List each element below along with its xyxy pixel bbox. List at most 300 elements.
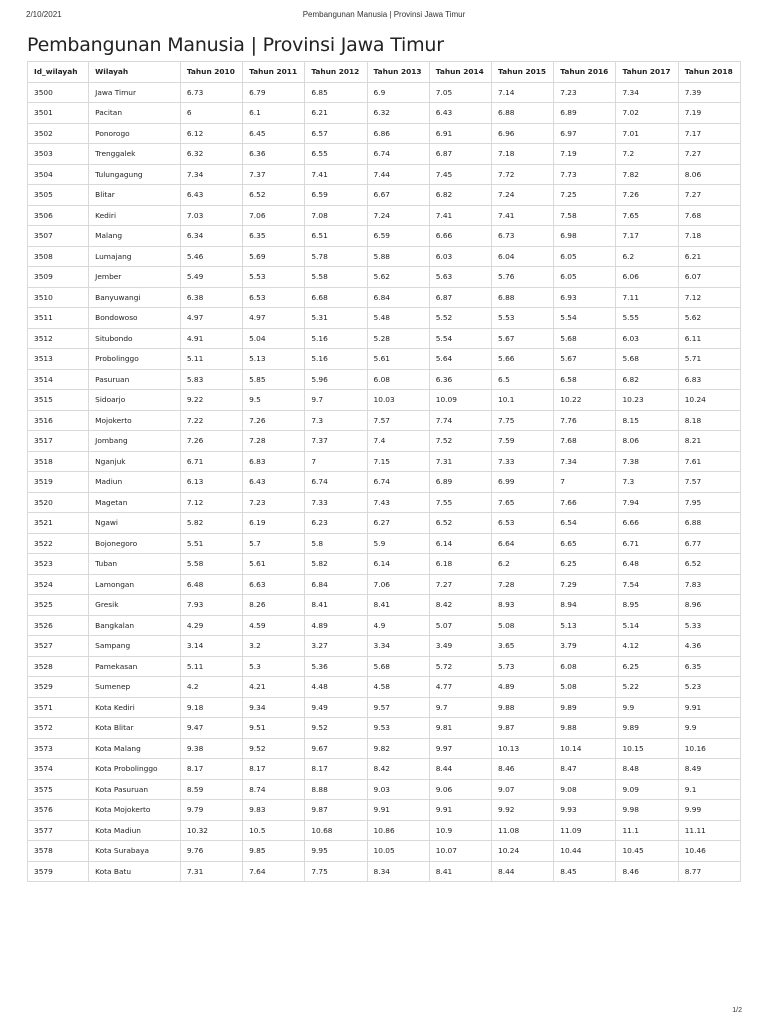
table-cell: 7.95 xyxy=(678,492,740,513)
table-cell: 10.23 xyxy=(616,390,678,411)
table-cell: 6.73 xyxy=(180,82,242,103)
table-cell: 9.03 xyxy=(367,779,429,800)
table-cell: 8.96 xyxy=(678,595,740,616)
table-cell: 5.96 xyxy=(305,369,367,390)
table-cell: Lamongan xyxy=(89,574,181,595)
table-cell: 10.13 xyxy=(492,738,554,759)
table-cell: 6.19 xyxy=(243,513,305,534)
table-cell: 5.11 xyxy=(180,656,242,677)
table-cell: 7.33 xyxy=(492,451,554,472)
table-cell: Pacitan xyxy=(89,103,181,124)
table-cell: 6.71 xyxy=(616,533,678,554)
table-cell: 8.93 xyxy=(492,595,554,616)
table-cell: 6.48 xyxy=(616,554,678,575)
table-row xyxy=(28,677,741,698)
column-header: Tahun 2012 xyxy=(305,62,367,83)
table-cell: 3573 xyxy=(28,738,89,759)
table-row xyxy=(28,410,741,431)
table-cell: 4.59 xyxy=(243,615,305,636)
table-cell: 7.57 xyxy=(678,472,740,493)
table-cell: 5.52 xyxy=(429,308,491,329)
table-cell: 6.99 xyxy=(492,472,554,493)
table-cell: Bangkalan xyxy=(89,615,181,636)
table-cell: 4.48 xyxy=(305,677,367,698)
table-cell: 8.17 xyxy=(180,759,242,780)
table-cell: Sumenep xyxy=(89,677,181,698)
table-row xyxy=(28,759,741,780)
table-cell: 6.14 xyxy=(367,554,429,575)
table-cell: 6.35 xyxy=(243,226,305,247)
table-row xyxy=(28,492,741,513)
table-cell: 6.65 xyxy=(554,533,616,554)
table-cell: 6.53 xyxy=(492,513,554,534)
table-cell: 3503 xyxy=(28,144,89,165)
table-cell: 10.24 xyxy=(492,841,554,862)
print-date: 2/10/2021 xyxy=(26,10,62,19)
table-cell: 6.38 xyxy=(180,287,242,308)
table-row xyxy=(28,861,741,882)
table-cell: 3502 xyxy=(28,123,89,144)
table-cell: 9.76 xyxy=(180,841,242,862)
table-cell: 6.58 xyxy=(554,369,616,390)
table-cell: 7.28 xyxy=(492,574,554,595)
table-cell: Jombang xyxy=(89,431,181,452)
table-cell: 5.23 xyxy=(678,677,740,698)
table-row xyxy=(28,533,741,554)
table-cell: 5.54 xyxy=(429,328,491,349)
table-cell: 9.82 xyxy=(367,738,429,759)
table-cell: 7.75 xyxy=(492,410,554,431)
table-cell: 7.94 xyxy=(616,492,678,513)
table-row xyxy=(28,123,741,144)
table-cell: 8.95 xyxy=(616,595,678,616)
table-cell: 7.45 xyxy=(429,164,491,185)
table-cell: 9.81 xyxy=(429,718,491,739)
table-cell: 8.17 xyxy=(243,759,305,780)
table-cell: 9.5 xyxy=(243,390,305,411)
table-cell: 3579 xyxy=(28,861,89,882)
table-cell: 9.83 xyxy=(243,800,305,821)
table-cell: 8.42 xyxy=(367,759,429,780)
table-cell: 7.66 xyxy=(554,492,616,513)
table-cell: 6.66 xyxy=(429,226,491,247)
table-cell: 3511 xyxy=(28,308,89,329)
table-cell: 5.54 xyxy=(554,308,616,329)
table-cell: 7.22 xyxy=(180,410,242,431)
table-cell: Kota Batu xyxy=(89,861,181,882)
table-cell: Blitar xyxy=(89,185,181,206)
table-cell: 3506 xyxy=(28,205,89,226)
table-cell: 9.1 xyxy=(678,779,740,800)
table-cell: 6.85 xyxy=(305,82,367,103)
table-cell: 8.41 xyxy=(429,861,491,882)
table-cell: 6.27 xyxy=(367,513,429,534)
table-cell: 11.08 xyxy=(492,820,554,841)
table-cell: 9.93 xyxy=(554,800,616,821)
table-row xyxy=(28,718,741,739)
table-cell: 5.33 xyxy=(678,615,740,636)
table-cell: 7.05 xyxy=(429,82,491,103)
table-cell: 7.06 xyxy=(367,574,429,595)
table-cell: 8.06 xyxy=(616,431,678,452)
table-cell: 3572 xyxy=(28,718,89,739)
table-cell: 9.87 xyxy=(492,718,554,739)
table-row xyxy=(28,246,741,267)
column-header: Tahun 2015 xyxy=(492,62,554,83)
table-cell: 6.03 xyxy=(429,246,491,267)
table-cell: 6.74 xyxy=(367,472,429,493)
table-cell: 6.36 xyxy=(243,144,305,165)
table-cell: Madiun xyxy=(89,472,181,493)
table-cell: 6.05 xyxy=(554,267,616,288)
table-cell: 10.03 xyxy=(367,390,429,411)
table-cell: 6.53 xyxy=(243,287,305,308)
table-cell: 7.68 xyxy=(678,205,740,226)
table-cell: 6.32 xyxy=(180,144,242,165)
table-cell: 10.16 xyxy=(678,738,740,759)
table-cell: Nganjuk xyxy=(89,451,181,472)
table-cell: 7.27 xyxy=(429,574,491,595)
table-cell: 3520 xyxy=(28,492,89,513)
table-cell: 7 xyxy=(305,451,367,472)
table-cell: Bojonegoro xyxy=(89,533,181,554)
table-cell: Situbondo xyxy=(89,328,181,349)
table-cell: 6.89 xyxy=(429,472,491,493)
table-cell: 10.32 xyxy=(180,820,242,841)
table-cell: 6.63 xyxy=(243,574,305,595)
column-header: Tahun 2011 xyxy=(243,62,305,83)
table-row xyxy=(28,164,741,185)
table-cell: 7.18 xyxy=(492,144,554,165)
table-cell: 4.36 xyxy=(678,636,740,657)
table-cell: 5.46 xyxy=(180,246,242,267)
table-cell: 3.79 xyxy=(554,636,616,657)
table-cell: 3571 xyxy=(28,697,89,718)
table-cell: 6.05 xyxy=(554,246,616,267)
table-cell: 4.29 xyxy=(180,615,242,636)
table-cell: 6.93 xyxy=(554,287,616,308)
table-row xyxy=(28,800,741,821)
table-cell: 5.49 xyxy=(180,267,242,288)
table-cell: 5.61 xyxy=(243,554,305,575)
table-cell: 7.73 xyxy=(554,164,616,185)
table-cell: 6.91 xyxy=(429,123,491,144)
table-cell: 9.06 xyxy=(429,779,491,800)
table-cell: 10.45 xyxy=(616,841,678,862)
table-cell: 7.93 xyxy=(180,595,242,616)
table-body xyxy=(28,82,741,882)
table-cell: 9.09 xyxy=(616,779,678,800)
table-cell: 3529 xyxy=(28,677,89,698)
table-cell: 6.98 xyxy=(554,226,616,247)
table-cell: 5.67 xyxy=(492,328,554,349)
table-cell: 7.14 xyxy=(492,82,554,103)
table-cell: 7.06 xyxy=(243,205,305,226)
table-cell: 8.18 xyxy=(678,410,740,431)
table-cell: Lumajang xyxy=(89,246,181,267)
table-cell: 8.48 xyxy=(616,759,678,780)
table-cell: 8.44 xyxy=(492,861,554,882)
table-cell: 4.12 xyxy=(616,636,678,657)
table-cell: 7.17 xyxy=(616,226,678,247)
table-cell: 7.26 xyxy=(180,431,242,452)
table-cell: 7.27 xyxy=(678,144,740,165)
table-cell: 10.68 xyxy=(305,820,367,841)
table-cell: 6.73 xyxy=(492,226,554,247)
table-cell: 9.91 xyxy=(367,800,429,821)
table-row xyxy=(28,451,741,472)
table-cell: 6.35 xyxy=(678,656,740,677)
table-row xyxy=(28,287,741,308)
table-cell: 9.92 xyxy=(492,800,554,821)
table-cell: Tulungagung xyxy=(89,164,181,185)
table-cell: 9.97 xyxy=(429,738,491,759)
table-row xyxy=(28,82,741,103)
table-cell: 6.43 xyxy=(180,185,242,206)
table-row xyxy=(28,615,741,636)
table-cell: 5.48 xyxy=(367,308,429,329)
table-row xyxy=(28,636,741,657)
table-cell: 7.3 xyxy=(305,410,367,431)
table-cell: 8.41 xyxy=(367,595,429,616)
table-cell: 3516 xyxy=(28,410,89,431)
table-cell: 3578 xyxy=(28,841,89,862)
table-cell: 7.41 xyxy=(492,205,554,226)
table-cell: 5.28 xyxy=(367,328,429,349)
table-cell: 5.61 xyxy=(367,349,429,370)
table-cell: 7.24 xyxy=(367,205,429,226)
table-cell: 9.85 xyxy=(243,841,305,862)
table-cell: 6.79 xyxy=(243,82,305,103)
table-cell: 5.68 xyxy=(367,656,429,677)
table-cell: 5.72 xyxy=(429,656,491,677)
table-cell: 6.82 xyxy=(616,369,678,390)
table-cell: 6.34 xyxy=(180,226,242,247)
table-cell: 5.78 xyxy=(305,246,367,267)
table-cell: Kota Probolinggo xyxy=(89,759,181,780)
table-cell: 9.89 xyxy=(616,718,678,739)
table-cell: 5.62 xyxy=(678,308,740,329)
table-cell: Kediri xyxy=(89,205,181,226)
table-cell: 3521 xyxy=(28,513,89,534)
table-cell: 7.34 xyxy=(616,82,678,103)
table-cell: 3518 xyxy=(28,451,89,472)
table-cell: 5.68 xyxy=(554,328,616,349)
table-cell: 7.68 xyxy=(554,431,616,452)
table-cell: 7 xyxy=(554,472,616,493)
table-cell: 6.12 xyxy=(180,123,242,144)
table-row xyxy=(28,841,741,862)
table-cell: Pasuruan xyxy=(89,369,181,390)
table-row xyxy=(28,697,741,718)
table-cell: 9.57 xyxy=(367,697,429,718)
table-cell: 6.87 xyxy=(429,144,491,165)
table-cell: 7.4 xyxy=(367,431,429,452)
table-cell: 5.22 xyxy=(616,677,678,698)
table-cell: 6.88 xyxy=(492,103,554,124)
table-cell: 6.66 xyxy=(616,513,678,534)
table-cell: 7.12 xyxy=(678,287,740,308)
table-cell: 8.46 xyxy=(616,861,678,882)
table-cell: 6.54 xyxy=(554,513,616,534)
table-cell: 3.2 xyxy=(243,636,305,657)
table-cell: 6.21 xyxy=(678,246,740,267)
table-cell: 6.06 xyxy=(616,267,678,288)
table-cell: 5.16 xyxy=(305,349,367,370)
table-cell: 9.18 xyxy=(180,697,242,718)
table-cell: 9.79 xyxy=(180,800,242,821)
table-cell: 9.7 xyxy=(305,390,367,411)
table-cell: 5.31 xyxy=(305,308,367,329)
table-cell: 11.11 xyxy=(678,820,740,841)
column-header: Tahun 2014 xyxy=(429,62,491,83)
table-cell: 9.07 xyxy=(492,779,554,800)
table-cell: 7.76 xyxy=(554,410,616,431)
table-cell: 7.44 xyxy=(367,164,429,185)
table-cell: 5.51 xyxy=(180,533,242,554)
hdi-table xyxy=(27,61,741,882)
table-cell: Probolinggo xyxy=(89,349,181,370)
table-cell: 3577 xyxy=(28,820,89,841)
table-cell: 3512 xyxy=(28,328,89,349)
table-cell: 4.89 xyxy=(305,615,367,636)
table-row xyxy=(28,431,741,452)
table-row xyxy=(28,513,741,534)
table-row xyxy=(28,144,741,165)
table-row xyxy=(28,595,741,616)
table-cell: 6.45 xyxy=(243,123,305,144)
table-cell: 3575 xyxy=(28,779,89,800)
table-cell: 5.13 xyxy=(554,615,616,636)
table-cell: 5.14 xyxy=(616,615,678,636)
column-header: Tahun 2017 xyxy=(616,62,678,83)
table-cell: 6.08 xyxy=(367,369,429,390)
table-cell: 3509 xyxy=(28,267,89,288)
table-cell: Kota Mojokerto xyxy=(89,800,181,821)
table-cell: 6.25 xyxy=(616,656,678,677)
table-cell: 5.9 xyxy=(367,533,429,554)
table-cell: 6.11 xyxy=(678,328,740,349)
table-cell: 5.67 xyxy=(554,349,616,370)
table-cell: 8.17 xyxy=(305,759,367,780)
table-cell: 6.59 xyxy=(367,226,429,247)
table-cell: 9.95 xyxy=(305,841,367,862)
table-cell: 6.86 xyxy=(367,123,429,144)
table-row xyxy=(28,574,741,595)
table-cell: 8.44 xyxy=(429,759,491,780)
table-cell: Kota Pasuruan xyxy=(89,779,181,800)
table-cell: 8.47 xyxy=(554,759,616,780)
table-cell: 8.45 xyxy=(554,861,616,882)
table-cell: 6.59 xyxy=(305,185,367,206)
table-cell: 7.57 xyxy=(367,410,429,431)
table-cell: 7.17 xyxy=(678,123,740,144)
table-cell: 4.9 xyxy=(367,615,429,636)
table-cell: 7.28 xyxy=(243,431,305,452)
table-cell: 5.11 xyxy=(180,349,242,370)
table-cell: 9.9 xyxy=(678,718,740,739)
table-cell: Malang xyxy=(89,226,181,247)
table-cell: 10.9 xyxy=(429,820,491,841)
table-cell: 3528 xyxy=(28,656,89,677)
table-cell: 8.26 xyxy=(243,595,305,616)
table-cell: 8.94 xyxy=(554,595,616,616)
table-row xyxy=(28,369,741,390)
table-cell: 6.43 xyxy=(243,472,305,493)
table-cell: Jember xyxy=(89,267,181,288)
table-cell: 6.07 xyxy=(678,267,740,288)
table-cell: 8.42 xyxy=(429,595,491,616)
table-cell: 9.08 xyxy=(554,779,616,800)
table-cell: 6.67 xyxy=(367,185,429,206)
table-row xyxy=(28,185,741,206)
table-cell: 9.99 xyxy=(678,800,740,821)
table-cell: 7.02 xyxy=(616,103,678,124)
table-cell: Tuban xyxy=(89,554,181,575)
table-cell: 3574 xyxy=(28,759,89,780)
table-cell: 7.34 xyxy=(180,164,242,185)
table-row xyxy=(28,103,741,124)
table-cell: 5.08 xyxy=(554,677,616,698)
table-cell: 10.07 xyxy=(429,841,491,862)
table-cell: 4.21 xyxy=(243,677,305,698)
table-cell: 10.1 xyxy=(492,390,554,411)
table-row xyxy=(28,328,741,349)
table-row xyxy=(28,738,741,759)
table-cell: 6.77 xyxy=(678,533,740,554)
table-cell: 6.64 xyxy=(492,533,554,554)
table-cell: Gresik xyxy=(89,595,181,616)
table-cell: 10.22 xyxy=(554,390,616,411)
table-cell: 6.55 xyxy=(305,144,367,165)
page-number: 1/2 xyxy=(732,1007,742,1014)
table-cell: 3500 xyxy=(28,82,89,103)
table-cell: Pamekasan xyxy=(89,656,181,677)
table-cell: 6.13 xyxy=(180,472,242,493)
table-cell: 5.64 xyxy=(429,349,491,370)
column-header: Tahun 2010 xyxy=(180,62,242,83)
table-row xyxy=(28,656,741,677)
table-row xyxy=(28,779,741,800)
table-cell: 6.57 xyxy=(305,123,367,144)
table-cell: 9.7 xyxy=(429,697,491,718)
table-row xyxy=(28,267,741,288)
table-cell: Banyuwangi xyxy=(89,287,181,308)
table-cell: 4.91 xyxy=(180,328,242,349)
table-cell: 7.31 xyxy=(180,861,242,882)
table-cell: 6.43 xyxy=(429,103,491,124)
table-cell: 9.67 xyxy=(305,738,367,759)
table-cell: 9.88 xyxy=(554,718,616,739)
table-cell: 7.83 xyxy=(678,574,740,595)
table-cell: 6.74 xyxy=(367,144,429,165)
table-cell: 5.07 xyxy=(429,615,491,636)
table-cell: 10.14 xyxy=(554,738,616,759)
table-cell: 7.59 xyxy=(492,431,554,452)
table-cell: 7.12 xyxy=(180,492,242,513)
table-row xyxy=(28,205,741,226)
table-cell: 6.04 xyxy=(492,246,554,267)
table-cell: Kota Surabaya xyxy=(89,841,181,862)
table-cell: Trenggalek xyxy=(89,144,181,165)
table-cell: 6.51 xyxy=(305,226,367,247)
table-cell: 7.26 xyxy=(243,410,305,431)
table-cell: 7.61 xyxy=(678,451,740,472)
table-cell: 3507 xyxy=(28,226,89,247)
table-cell: 11.09 xyxy=(554,820,616,841)
table-cell: 7.55 xyxy=(429,492,491,513)
table-cell: 9.87 xyxy=(305,800,367,821)
